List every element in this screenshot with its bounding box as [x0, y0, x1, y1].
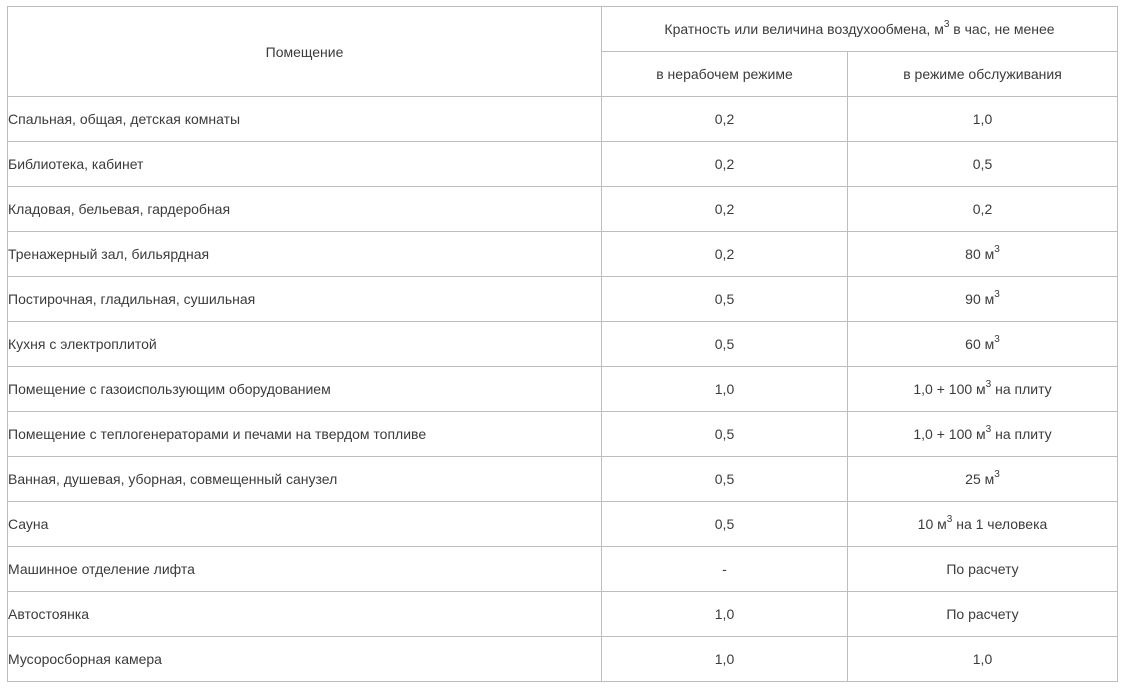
table-row [8, 277, 1118, 322]
service-value-superscript: 3 [985, 424, 992, 436]
table-row [8, 322, 1118, 367]
header-row [8, 7, 1118, 52]
service-value-superscript: 3 [946, 514, 953, 526]
table-row [8, 637, 1118, 682]
service-mode-value-cell [848, 232, 1118, 277]
room-name-cell: Кладовая, бельевая, гардеробная [8, 187, 602, 232]
service-value-superscript: 3 [985, 379, 992, 391]
room-name-cell: Кухня с электроплитой [8, 322, 602, 367]
service-value-text: 0,5 [972, 156, 993, 172]
idle-mode-value-cell: 0,2 [602, 97, 848, 142]
room-name-cell: Постирочная, гладильная, сушильная [8, 277, 602, 322]
table-row [8, 457, 1118, 502]
service-value-suffix: на плиту [991, 381, 1052, 397]
idle-mode-value-cell: 1,0 [602, 367, 848, 412]
room-name-cell: Тренажерный зал, бильярдная [8, 232, 602, 277]
service-value-text: 90 м [965, 291, 995, 307]
room-column-header: Помещение [8, 7, 602, 97]
idle-mode-value-cell: 0,2 [602, 232, 848, 277]
service-value-superscript: 3 [994, 244, 1000, 256]
service-value-text: 60 м [965, 336, 995, 352]
service-value-text: По расчету [946, 606, 1019, 622]
group-header-text: Кратность или величина воздухообмена, м [664, 21, 944, 37]
group-header-suffix: в час, не менее [949, 21, 1055, 37]
service-mode-value-cell [848, 97, 1118, 142]
service-value-superscript: 3 [994, 469, 1000, 481]
ventilation-table [7, 6, 1118, 682]
service-mode-value-cell [848, 322, 1118, 367]
service-value-text: 1,0 + 100 м [913, 426, 986, 442]
service-mode-value-cell [848, 457, 1118, 502]
table-row [8, 547, 1118, 592]
idle-mode-value-cell: 0,2 [602, 142, 848, 187]
table-row [8, 187, 1118, 232]
service-value-text: 25 м [965, 471, 995, 487]
service-mode-value-cell [848, 187, 1118, 232]
idle-mode-value-cell: 1,0 [602, 637, 848, 682]
service-mode-value-cell [848, 412, 1118, 457]
table-row [8, 592, 1118, 637]
table-body [8, 7, 1118, 682]
table-row [8, 142, 1118, 187]
service-value-text: 80 м [965, 246, 995, 262]
room-name-cell: Мусоросборная камера [8, 637, 602, 682]
room-name-cell: Сауна [8, 502, 602, 547]
service-value-text: По расчету [946, 561, 1019, 577]
idle-mode-column-header: в нерабочем режиме [602, 52, 848, 97]
idle-mode-value-cell: 0,2 [602, 187, 848, 232]
idle-mode-value-cell: 0,5 [602, 502, 848, 547]
room-name-cell: Спальная, общая, детская комнаты [8, 97, 602, 142]
room-name-cell: Помещение с теплогенераторами и печами на твердом топливе [8, 412, 602, 457]
table-row [8, 367, 1118, 412]
service-value-superscript: 3 [994, 334, 1000, 346]
idle-mode-value-cell: 0,5 [602, 322, 848, 367]
table-row [8, 97, 1118, 142]
service-value-suffix: на 1 человека [952, 516, 1048, 532]
idle-mode-value-cell: - [602, 547, 848, 592]
service-value-text: 1,0 [972, 111, 993, 127]
idle-mode-value-cell: 1,0 [602, 592, 848, 637]
table-row [8, 502, 1118, 547]
service-value-suffix: на плиту [991, 426, 1052, 442]
service-mode-value-cell [848, 637, 1118, 682]
idle-mode-value-cell: 0,5 [602, 277, 848, 322]
service-value-text: 1,0 [972, 651, 993, 667]
room-name-cell: Машинное отделение лифта [8, 547, 602, 592]
service-mode-value-cell [848, 592, 1118, 637]
service-mode-value-cell [848, 547, 1118, 592]
table-row [8, 232, 1118, 277]
service-mode-value-cell [848, 367, 1118, 412]
service-value-text: 1,0 + 100 м [913, 381, 986, 397]
service-mode-column-header: в режиме обслуживания [848, 52, 1118, 97]
room-name-cell: Ванная, душевая, уборная, совмещенный санузел [8, 457, 602, 502]
idle-mode-value-cell: 0,5 [602, 412, 848, 457]
service-value-text: 0,2 [972, 201, 993, 217]
group-header-superscript: 3 [943, 19, 950, 31]
room-name-cell: Автостоянка [8, 592, 602, 637]
room-name-cell: Библиотека, кабинет [8, 142, 602, 187]
service-value-text: 10 м [917, 516, 947, 532]
service-mode-value-cell [848, 142, 1118, 187]
service-mode-value-cell [848, 502, 1118, 547]
service-value-superscript: 3 [994, 289, 1000, 301]
service-mode-value-cell [848, 277, 1118, 322]
air-exchange-group-header [602, 7, 1118, 52]
table-row [8, 412, 1118, 457]
room-name-cell: Помещение с газоиспользующим оборудованием [8, 367, 602, 412]
idle-mode-value-cell: 0,5 [602, 457, 848, 502]
